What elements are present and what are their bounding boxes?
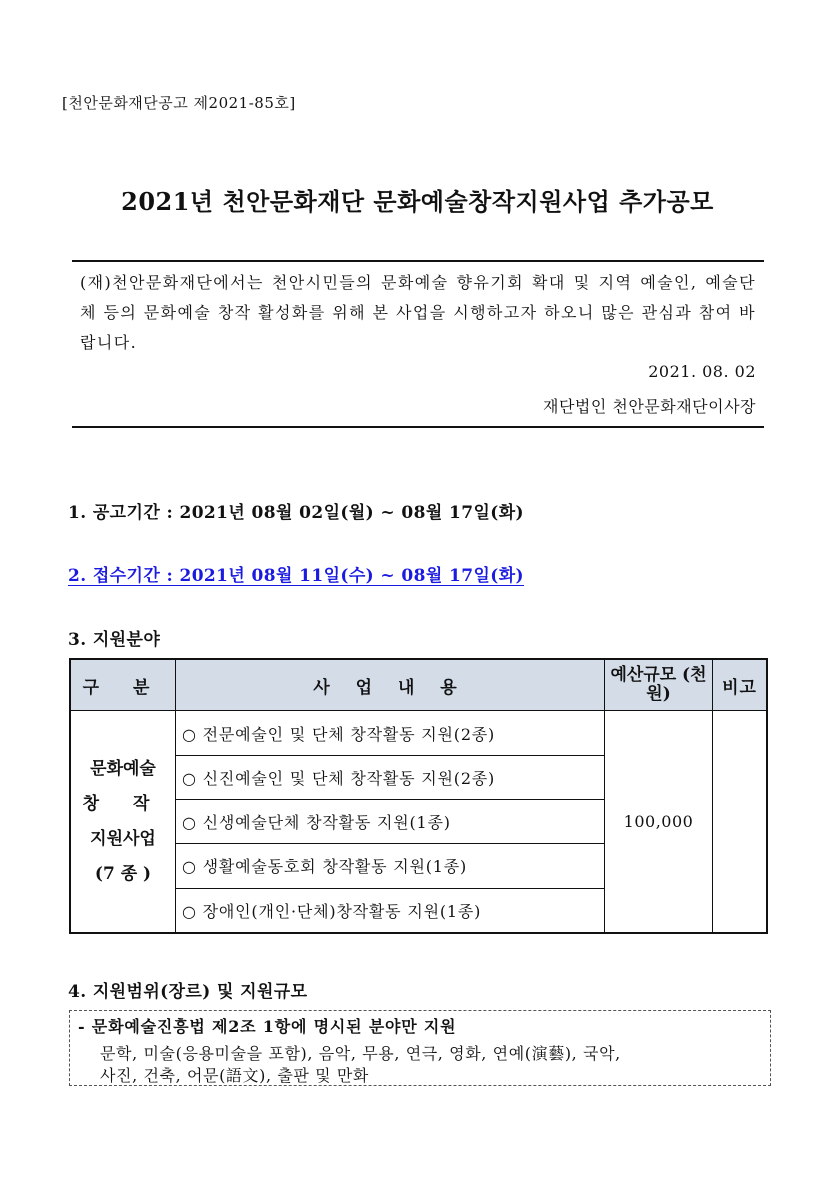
announcement-reference: [천안문화재단공고 제2021-85호] bbox=[62, 94, 296, 112]
signature: 재단법인 천안문화재단이사장 bbox=[542, 397, 756, 416]
scope-genres: 문학, 미술(응용미술을 포함), 음악, 무용, 연극, 영화, 연예(演藝), 국악, bbox=[100, 1044, 621, 1063]
announcement-date: 2021. 08. 02 bbox=[648, 362, 756, 381]
section-support-scope: 4. 지원범위(장르) 및 지원규모 bbox=[68, 982, 308, 1002]
budget-cell: 100,000 bbox=[605, 711, 713, 933]
table-row bbox=[70, 711, 767, 755]
intro-box bbox=[72, 260, 764, 428]
scope-genres-continued: 사진, 건축, 어문(語文), 출판 및 만화 bbox=[100, 1066, 369, 1085]
section-application-period: 2. 접수기간 : 2021년 08월 11일(수) ~ 08월 17일(화) bbox=[68, 566, 524, 586]
scope-box bbox=[69, 1010, 771, 1086]
section-announcement-period: 1. 공고기간 : 2021년 08월 02일(월) ~ 08월 17일(화) bbox=[68, 503, 524, 523]
intro-text: (재)천안문화재단에서는 천안시민들의 문화예술 향유기회 확대 및 지역 예술인, 예술단체 등의 문화예술 창작 활성화를 위해 본 사업을 시행하고자 하오니 많은 관심과 참여 바랍니다. bbox=[80, 273, 756, 352]
category-line: 창 작 bbox=[82, 793, 164, 814]
remark-cell bbox=[713, 711, 768, 933]
scope-statement: - 문화예술진흥법 제2조 1항에 명시된 분야만 지원 bbox=[78, 1017, 457, 1036]
program-item: ○ 신생예술단체 창작활동 지원(1종) bbox=[176, 800, 605, 844]
header-gubun: 구 분 bbox=[70, 659, 176, 711]
program-item: ○ 장애인(개인·단체)창작활동 지원(1종) bbox=[176, 888, 605, 933]
document-title: 2021년 천안문화재단 문화예술창작지원사업 추가공모 bbox=[121, 187, 714, 216]
header-budget: 예산규모 (천원) bbox=[605, 659, 713, 711]
section-support-fields: 3. 지원분야 bbox=[68, 630, 161, 650]
support-fields-table bbox=[69, 658, 768, 934]
program-item: ○ 신진예술인 및 단체 창작활동 지원(2종) bbox=[176, 755, 605, 799]
header-content: 사 업 내 용 bbox=[176, 659, 605, 711]
program-item: ○ 생활예술동호회 창작활동 지원(1종) bbox=[176, 844, 605, 888]
header-remark: 비고 bbox=[713, 659, 768, 711]
category-line: 지원사업 bbox=[90, 828, 156, 849]
table-header-row bbox=[70, 659, 767, 711]
program-item: ○ 전문예술인 및 단체 창작활동 지원(2종) bbox=[176, 711, 605, 755]
category-line: 문화예술 bbox=[90, 758, 156, 779]
category-cell bbox=[70, 711, 176, 933]
category-line: (7 종 ) bbox=[94, 863, 152, 884]
